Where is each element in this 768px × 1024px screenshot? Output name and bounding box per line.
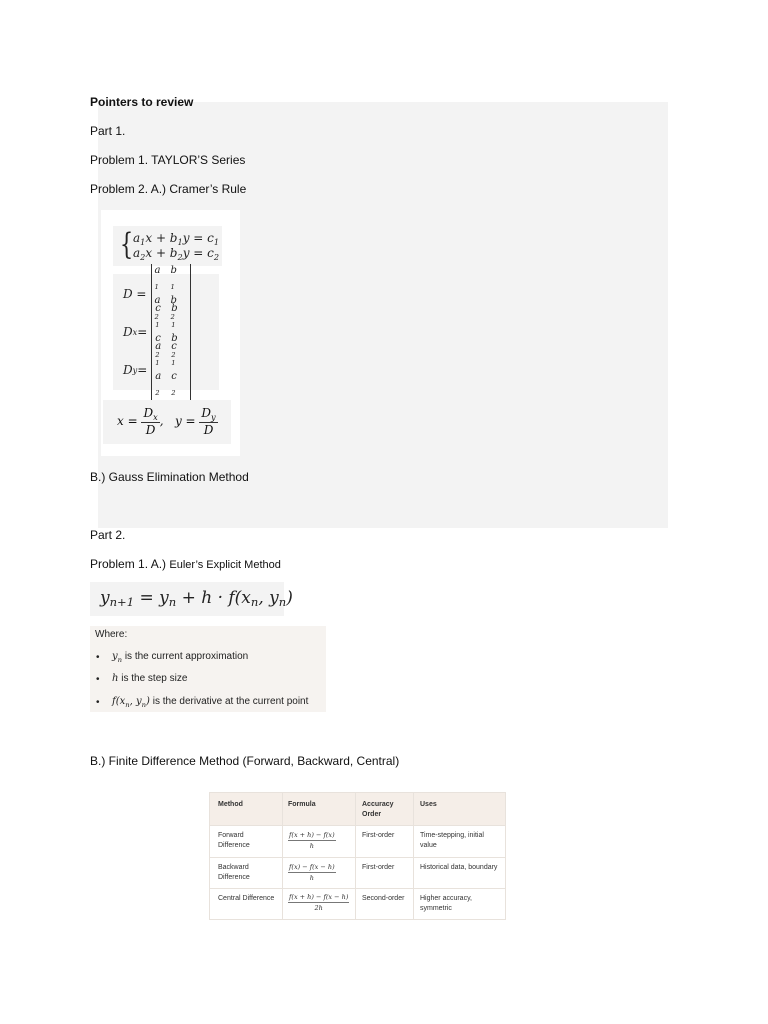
gauss-elimination: B.) Gauss Elimination Method bbox=[90, 470, 249, 484]
cramer-rule-formulas bbox=[101, 210, 240, 456]
table-row: Backward Difference bbox=[218, 864, 250, 881]
header-method: Method bbox=[218, 801, 243, 808]
formula-backward: $\frac{f(x) - f(x - h)}{h}$ bbox=[289, 863, 335, 882]
finite-difference-table bbox=[209, 792, 506, 920]
problem1-euler-title: Euler’s Explicit Method bbox=[169, 559, 281, 571]
header-formula: Formula bbox=[288, 801, 316, 808]
where-item-h: h is the step size bbox=[112, 673, 188, 684]
part2-label: Part 2. bbox=[90, 528, 126, 542]
determinants: D = a1b1 a2b2 D x = c1b1 c2b2 D y = a1c1 a2c2 bbox=[113, 274, 219, 390]
problem2-cramer: Problem 2. A.) Cramer’s Rule bbox=[90, 182, 247, 196]
euler-where-box bbox=[90, 626, 326, 712]
where-item-f: $f(x_n$, $y_n$) is the derivative at the current point bbox=[112, 696, 309, 709]
header-uses: Uses bbox=[420, 801, 437, 808]
uses-backward: Historical data, boundary bbox=[420, 864, 498, 871]
brace-icon: { bbox=[119, 227, 134, 262]
formula-central: $\frac{f(x + h) - f(x - h)}{2h}$ bbox=[289, 893, 349, 912]
where-item-yn: $y_n$ is the current approximation bbox=[112, 651, 249, 664]
bullet-icon: • bbox=[96, 697, 100, 708]
order-backward: First-order bbox=[362, 864, 395, 871]
uses-central: Higher accuracy, symmetric bbox=[420, 895, 473, 912]
part1-label: Part 1. bbox=[90, 124, 126, 138]
uses-forward: Time-stepping, initial value bbox=[420, 832, 484, 849]
euler-formula: $y_{n+1} = y_n + h \cdot f(x_n$, $y_n$) bbox=[90, 582, 284, 616]
table-row: Central Difference bbox=[218, 895, 275, 902]
problem1-euler-prefix: Problem 1. A.) bbox=[90, 557, 170, 571]
order-central: Second-order bbox=[362, 895, 405, 902]
table-row: Forward Difference bbox=[218, 832, 250, 849]
header-accuracy: Accuracy Order bbox=[362, 801, 394, 818]
order-forward: First-order bbox=[362, 832, 395, 839]
bullet-icon: • bbox=[96, 652, 100, 663]
heading: Pointers to review bbox=[90, 95, 194, 109]
cramer-solution: x = $\frac{D_x}{D}$ , y = $\frac{D_y}{D}$ bbox=[103, 400, 231, 444]
where-label: Where: bbox=[95, 629, 128, 640]
formula-forward: $\frac{f(x + h) - f(x)}{h}$ bbox=[289, 831, 335, 850]
problem1-taylor: Problem 1. TAYLOR’S Series bbox=[90, 153, 246, 167]
linear-system: { $a_1x + b_1y = c_1$ $a_2x + b_2y = c_2$ bbox=[113, 226, 222, 266]
problem1-euler bbox=[90, 557, 281, 571]
table-header bbox=[210, 793, 505, 825]
finite-difference: B.) Finite Difference Method (Forward, Backward, Central) bbox=[90, 754, 400, 768]
bullet-icon: • bbox=[96, 674, 100, 685]
